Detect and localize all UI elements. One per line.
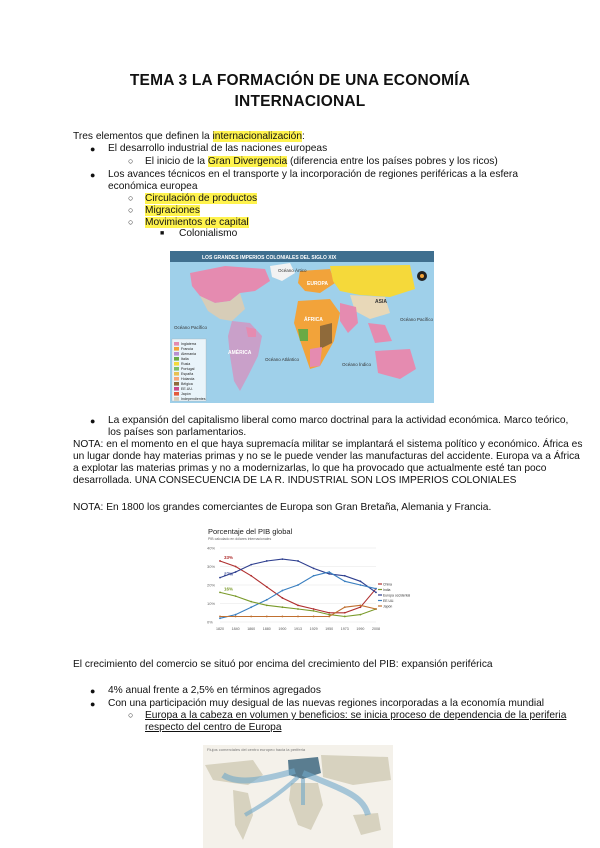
map-legend-label: Independientes [181,397,206,402]
chart-point [266,586,268,588]
square-bullet-icon: ■ [160,230,165,237]
chart-point [266,560,268,562]
chart-point [235,616,237,618]
chart-point [344,575,346,577]
label-asia: ASIA [375,299,387,305]
chart-point [235,566,237,568]
chart-point [250,616,252,618]
chart-point [219,560,221,562]
label-indian: Océano Índico [342,362,372,367]
colonial-empires-map [170,251,434,403]
label-europa: EUROPA [307,281,329,287]
map-legend-label: Japón [181,392,191,397]
chart-xtick-label: 1860 [247,627,256,631]
nota-line2: un lugar donde hay materias primas y no se le puede vender las manufacturas del accidente. Europa va a África [73,451,580,462]
divergencia-prefix: El inicio de la [145,156,208,167]
chart-point [297,604,299,606]
chart-point [375,588,377,590]
nota2-line: NOTA: En 1800 los grandes comerciantes de Europa son Gran Bretaña, Alemania y Francia. [73,502,492,513]
chart-xtick-label: 1973 [340,627,349,631]
chart-point [282,558,284,560]
list-item-transport-line1: Los avances técnicos en el transporte y la incorporación de regiones periféricas a la esfera [108,169,518,180]
chart-point [344,616,346,618]
chart-point [250,606,252,608]
chart-point [235,614,237,616]
map-legend-swatch [174,392,179,396]
chart-xtick-label: 1950 [325,627,334,631]
bullet-icon: ● [90,699,96,709]
divergencia-highlight: Gran Divergencia [207,156,288,167]
chart-ytick-label: 40% [207,545,216,551]
chart-xtick-label: 2008 [372,627,380,631]
list-subitem-colonialismo: Colonialismo [179,228,238,239]
chart-point [219,616,221,618]
map-legend-label: EE.UU. [181,387,193,392]
chart-title: Porcentaje del PIB global [208,527,293,536]
circle-bullet-icon: ○ [128,156,134,166]
circle-bullet-icon: ○ [128,193,134,203]
chart-point [282,606,284,608]
gdp-share-chart [206,526,411,636]
chart-point [360,580,362,582]
map-legend-swatch [174,397,179,401]
migraciones-highlight: Migraciones [145,205,200,216]
map-legend-label: Alemania [181,352,196,357]
growth-line: El crecimiento del comercio se situó por encima del crecimiento del PIB: expansión periférica [73,659,493,670]
label-pacific-left: Océano Pacífico [174,325,208,330]
chart-point [328,573,330,575]
map-legend-label: Holanda [181,377,195,382]
nota-line4: desarrollada. UNA CONSECUENCIA DE LA R. INDUSTRIAL SON LOS IMPERIOS COLONIALES [73,475,517,486]
chart-point [297,560,299,562]
map-legend-label: Italia [181,357,189,362]
map-legend-label: Bélgica [181,382,193,387]
label-artic: Océano Ártico [278,268,307,273]
growth-bullet-2: Con una participación muy desigual de las nuevas regiones incorporadas a la economía mundial [108,698,545,709]
chart-legend-label: China [383,582,392,587]
chart-point [266,599,268,601]
circle-bullet-icon: ○ [128,710,134,720]
map-legend-swatch [174,342,179,346]
chart-point [328,614,330,616]
list-item-transport-line2: económica europea [108,181,198,192]
nota-line3: a explotar las materias primas y no a modernizarlas, lo que ha provocado que actualmente esté tan poco [73,463,547,474]
chart-point [282,590,284,592]
chart-ytick-label: 30% [207,564,216,569]
chart-point [360,606,362,608]
intro-highlight: internacionalización [212,131,302,142]
chart-point [219,592,221,594]
chart-xtick-label: 1880 [262,627,271,631]
europe-lead-line1: Europa a la cabeza en volumen y beneficios: se inicia proceso de dependencia de la periferia [145,710,567,721]
bullet-icon: ● [90,686,96,696]
map-legend-swatch [174,362,179,366]
chart-point [282,616,284,618]
compass-center-icon [420,274,424,278]
intro-suffix: : [302,131,305,142]
chart-annotation: 33% [224,554,234,560]
chart-xtick-label: 1990 [356,627,365,631]
chart-annotation: 16% [224,586,234,592]
chart-legend-label: India [383,587,391,592]
chart-point [360,604,362,606]
map-legend-swatch [174,357,179,361]
trade-flows-map [203,745,393,848]
page-title-line2: INTERNACIONAL [234,93,366,110]
chart-annotation: 27% [224,571,234,577]
chart-point [266,616,268,618]
map-legend-label: Francia [181,347,193,352]
chart-point [313,608,315,610]
chart-ytick-label: 10% [207,601,216,606]
chart-subtitle: PIB calculado en dólares internacionales [208,537,272,541]
chart-point [360,584,362,586]
map-legend-label: España [181,372,194,377]
capitalism-line2: los países son parlamentarios. [108,427,247,438]
chart-xtick-label: 1913 [294,627,302,631]
chart-point [250,564,252,566]
map-legend-label: Inglaterra [181,342,197,347]
chart-point [313,567,315,569]
chart-point [313,575,315,577]
capital-highlight: Movimientos de capital [145,217,249,228]
map-legend-swatch [174,382,179,386]
chart-legend-label: EE.UU. [383,598,395,603]
map-legend-label: Rusia [181,362,191,367]
chart-point [219,617,221,619]
chart-ytick-label: 20% [207,582,216,588]
south-africa-shape [310,347,322,367]
chart-point [250,575,252,577]
label-atlantic: Océano Atlántico [265,357,300,362]
map-legend-swatch [174,377,179,381]
chart-point [297,608,299,610]
chart-point [375,592,377,594]
list-item-industrial: El desarrollo industrial de las naciones europeas [108,143,328,154]
chart-point [297,616,299,618]
chart-xtick-label: 1929 [309,627,318,631]
map-legend-swatch [174,352,179,356]
chart-point [297,584,299,586]
europe-lead-line2: respecto del centro de Europa [145,722,282,733]
bullet-icon: ● [90,416,96,426]
growth-bullet-1: 4% anual frente a 2,5% en términos agregados [108,685,321,696]
bullet-icon: ● [90,170,96,180]
bullet-icon: ● [90,144,96,154]
map-legend-label: Portugal [181,367,195,372]
chart-point [344,580,346,582]
chart-point [266,604,268,606]
chart-xtick-label: 1900 [278,627,287,631]
map-legend-swatch [174,347,179,351]
chart-point [360,614,362,616]
label-america: AMÉRICA [228,350,252,356]
label-pacific-right: Océano Pacífico [400,317,434,322]
map-banner-text: LOS GRANDES IMPERIOS COLONIALES DEL SIGLO XIX [202,255,337,261]
chart-background [206,526,396,636]
chart-point [328,616,330,618]
page-title-line1: TEMA 3 LA FORMACIÓN DE UNA ECONOMÍA [129,72,471,89]
chart-xtick-label: 1820 [216,627,224,631]
chart-point [344,612,346,614]
chart-point [313,610,315,612]
chart-point [313,616,315,618]
chart-point [328,612,330,614]
divergencia-suffix: (diferencia entre los países pobres y los ricos) [287,156,498,167]
circulacion-highlight: Circulación de productos [145,193,258,204]
chart-legend-label: Japón [383,604,393,609]
chart-xtick-label: 1840 [231,627,240,631]
chart-point [328,571,330,573]
chart-point [344,606,346,608]
chart-point [219,577,221,579]
chart-point [235,595,237,597]
circle-bullet-icon: ○ [128,205,134,215]
list-subitem-divergencia [145,155,498,168]
intro-prefix: Tres elementos que definen la [73,131,213,142]
circle-bullet-icon: ○ [128,217,134,227]
nota-line1: NOTA: en el momento en el que haya supremacía militar se implantará el sistema político y económico. África es [73,439,583,450]
capitalism-line1: La expansión del capitalismo liberal como marco doctrinal para la actividad económica. Marco teórico, [108,415,569,426]
chart-point [282,597,284,599]
chart-legend-label: Europa occidental [383,593,411,598]
label-africa: ÁFRICA [304,317,323,323]
chart-point [375,608,377,610]
map2-caption: Flujos comerciales del centro europeo hacia la periferia [207,747,306,752]
map-legend-swatch [174,367,179,371]
chart-ytick-label: 0% [207,619,213,625]
chart-point [250,601,252,603]
map-legend-swatch [174,387,179,391]
chart-point [235,571,237,573]
map-legend-swatch [174,372,179,376]
